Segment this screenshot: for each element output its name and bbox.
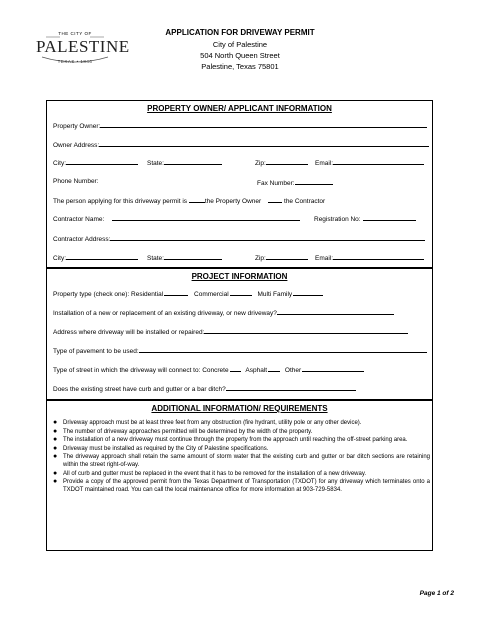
contractor-name-label: Contractor Name:	[53, 216, 105, 223]
bullet-icon: ●	[53, 427, 58, 435]
header-line-1: City of Palestine	[212, 40, 268, 49]
multi-family-label: Multi Family	[257, 291, 293, 298]
state-group	[147, 158, 222, 167]
state-label-2: State:	[147, 255, 164, 262]
section-title-requirements: ADDITIONAL INFORMATION/ REQUIREMENTS	[151, 404, 328, 413]
bullet-text: The installation of a new driveway must continue through the property from the approach until reaching the off-street parking area.	[63, 437, 408, 443]
email-group-2	[315, 253, 424, 262]
contractor-check[interactable]	[268, 196, 282, 203]
bullet-icon: ●	[53, 453, 58, 460]
bullet-icon: ●	[53, 444, 58, 452]
pavement-row	[53, 346, 427, 355]
residential-check[interactable]	[164, 289, 188, 296]
street-type-label: Type of street in which the driveway will connect to: Concrete	[53, 367, 229, 374]
owner-address-label: Owner Address:	[53, 142, 100, 149]
phone-label: Phone Number:	[53, 178, 99, 185]
state-field-2[interactable]	[164, 253, 222, 260]
requirements-section	[46, 400, 433, 551]
asphalt-label: Asphalt	[245, 367, 268, 374]
bullet-text: Provide a copy of the approved permit from the Texas Department of Transportation (TXDOT) for any driveway which terminates onto a TXDOT maintained road. You can call the local maintenance office for more information at 903-729-5834.	[63, 479, 430, 493]
list-item	[53, 419, 430, 427]
list-item	[53, 453, 430, 469]
logo-bottom-text: TEXAS • 1846	[57, 59, 93, 64]
contractor-name-field[interactable]	[112, 214, 300, 221]
fax-field[interactable]	[295, 178, 333, 185]
requirements-list	[53, 419, 430, 495]
city-label: City:	[53, 160, 66, 167]
bullet-text: Driveway approach must be at least three feet from any obstruction (fire hydrant, utility pole or any other device).	[63, 420, 362, 426]
email-label-2: Email:	[315, 255, 334, 262]
contractor-name-group	[53, 214, 300, 223]
email-field[interactable]	[333, 158, 424, 165]
pavement-label: Type of pavement to be used:	[53, 348, 139, 355]
city-logo	[36, 31, 130, 73]
asphalt-check[interactable]	[268, 365, 280, 372]
property-owner-row	[53, 121, 427, 130]
applying-label: The person applying for this driveway permit is	[53, 198, 188, 205]
address-where-row	[53, 327, 408, 336]
list-item	[53, 428, 430, 436]
curb-gutter-row	[53, 384, 356, 393]
installation-row	[53, 308, 394, 317]
city-row-2	[53, 253, 138, 262]
bullet-text: Driveway must be installed as required by the City of Palestine specifications.	[63, 445, 269, 452]
address-where-label: Address where driveway will be installed or repaired:	[53, 329, 205, 336]
registration-field[interactable]	[363, 214, 416, 221]
header-line-3: Palestine, Texas 75801	[201, 62, 279, 71]
zip-field-2[interactable]	[266, 253, 308, 260]
zip-label: Zip:	[255, 160, 266, 167]
owner-address-field[interactable]	[99, 140, 429, 147]
zip-group	[255, 158, 308, 167]
email-field-2[interactable]	[333, 253, 424, 260]
property-owner-label: Property Owner:	[53, 123, 101, 130]
section-title-owner: PROPERTY OWNER/ APPLICANT INFORMATION	[147, 104, 332, 113]
city-label-2: City:	[53, 255, 66, 262]
concrete-check[interactable]	[230, 365, 241, 372]
list-item	[53, 478, 430, 494]
contractor-address-field[interactable]	[110, 234, 425, 241]
email-label: Email:	[315, 160, 334, 167]
city-row	[53, 158, 138, 167]
zip-field[interactable]	[266, 158, 308, 165]
email-group	[315, 158, 424, 167]
bullet-text: The driveway approach shall retain the same amount of storm water that the existing curb and gutter or bar ditch sections are retaining within the street right-of-way.	[63, 454, 430, 468]
list-item	[53, 445, 430, 453]
applying-row	[53, 196, 325, 205]
property-type-row	[53, 289, 323, 298]
pavement-field[interactable]	[139, 346, 427, 353]
state-group-2	[147, 253, 222, 262]
property-owner-field[interactable]	[100, 121, 427, 128]
page-number: Page 1 of 2	[419, 590, 454, 597]
city-field-2[interactable]	[66, 253, 138, 260]
owner-address-row	[53, 140, 429, 149]
bullet-icon: ●	[53, 436, 58, 443]
installation-field[interactable]	[277, 308, 394, 315]
commercial-label: Commercial	[194, 291, 229, 298]
bullet-icon: ●	[53, 478, 58, 485]
section-title-project: PROJECT INFORMATION	[191, 272, 288, 281]
bullet-text: All of curb and gutter must be replaced in the event that it has to be removed for the installation of a new driveway.	[63, 470, 367, 477]
state-field[interactable]	[164, 158, 222, 165]
zip-label-2: Zip:	[255, 255, 266, 262]
fax-label: Fax Number:	[257, 180, 295, 187]
bullet-text: The number of driveway approaches permitted will be determined by the width of the property.	[63, 428, 313, 435]
address-where-field[interactable]	[204, 327, 408, 334]
curb-gutter-label: Does the existing street have curb and gutter or a bar ditch?	[53, 386, 226, 393]
other-label: Other	[284, 367, 302, 374]
zip-group-2	[255, 253, 308, 262]
installation-label: Installation of a new or replacement of an existing driveway, or new driveway?	[53, 310, 277, 317]
property-type-label: Property type (check one): Residential	[53, 291, 164, 298]
bullet-icon: ●	[53, 469, 58, 477]
contractor-address-row	[53, 234, 425, 243]
fax-group	[257, 178, 333, 187]
property-owner-option: the Property Owner	[204, 198, 262, 205]
project-information-section	[46, 268, 433, 400]
curb-gutter-field[interactable]	[226, 384, 356, 391]
property-owner-section	[46, 100, 433, 268]
logo-name: PALESTINE	[36, 37, 130, 56]
other-field[interactable]	[302, 365, 364, 372]
registration-group	[314, 214, 416, 223]
contractor-option: the Contractor	[284, 198, 326, 205]
logo-top-text: THE CITY OF	[58, 31, 92, 36]
list-item	[53, 470, 430, 478]
commercial-check[interactable]	[230, 289, 252, 296]
header-line-2: 504 North Queen Street	[200, 51, 280, 60]
bullet-icon: ●	[53, 419, 58, 426]
contractor-address-label: Contractor Address:	[53, 236, 111, 243]
street-type-row	[53, 365, 364, 374]
multi-family-check[interactable]	[293, 289, 323, 296]
registration-label: Registration No:	[314, 216, 361, 223]
state-label: State:	[147, 160, 164, 167]
city-field[interactable]	[66, 158, 138, 165]
property-owner-check[interactable]	[189, 196, 205, 203]
document-title: APPLICATION FOR DRIVEWAY PERMIT	[165, 28, 315, 37]
list-item	[53, 436, 430, 444]
phone-group	[53, 178, 99, 185]
